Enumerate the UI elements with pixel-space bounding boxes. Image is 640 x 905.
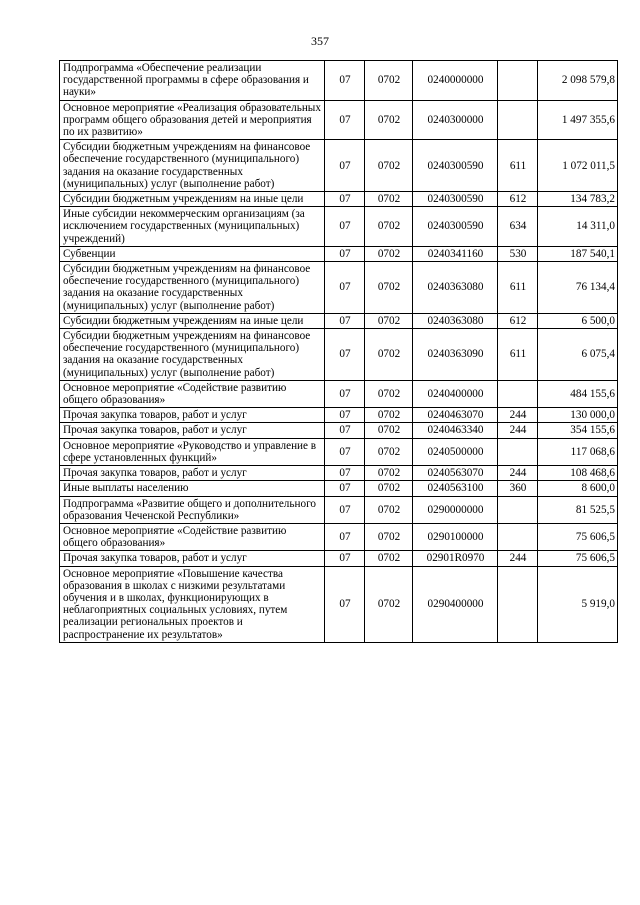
row-amount-cell: 75 606,5 xyxy=(538,523,618,550)
row-subsection-cell: 0702 xyxy=(365,496,413,523)
table-row xyxy=(60,523,618,550)
row-section-cell: 07 xyxy=(325,61,365,101)
row-name-cell: Подпрограмма «Развитие общего и дополнительного образования Чеченской Республики» xyxy=(60,496,325,523)
row-amount-cell: 108 468,6 xyxy=(538,466,618,481)
table-row xyxy=(60,423,618,438)
row-target-article-cell: 0240463070 xyxy=(413,408,498,423)
row-amount-cell: 484 155,6 xyxy=(538,380,618,407)
row-amount-cell: 6 500,0 xyxy=(538,313,618,328)
row-subsection-cell: 0702 xyxy=(365,551,413,566)
row-name-cell: Основное мероприятие «Повышение качества образования в школах с низкими результатами обучения и в школах, функционирующих в неблагоприятных социальных условиях, путем реализации региональных проектов и распространение их результатов» xyxy=(60,566,325,642)
row-name-cell: Субсидии бюджетным учреждениям на иные цели xyxy=(60,192,325,207)
row-expense-type-cell: 611 xyxy=(498,140,538,192)
table-row xyxy=(60,207,618,247)
row-subsection-cell: 0702 xyxy=(365,246,413,261)
row-name-cell: Иные субсидии некоммерческим организациям (за исключением государственных (муниципальных) учреждений) xyxy=(60,207,325,247)
row-target-article-cell: 0240300590 xyxy=(413,192,498,207)
row-expense-type-cell: 244 xyxy=(498,551,538,566)
row-target-article-cell: 0240341160 xyxy=(413,246,498,261)
row-subsection-cell: 0702 xyxy=(365,466,413,481)
row-expense-type-cell: 360 xyxy=(498,481,538,496)
row-section-cell: 07 xyxy=(325,423,365,438)
row-amount-cell: 76 134,4 xyxy=(538,262,618,314)
row-name-cell: Субвенции xyxy=(60,246,325,261)
row-amount-cell: 1 497 355,6 xyxy=(538,100,618,140)
row-amount-cell: 130 000,0 xyxy=(538,408,618,423)
table-row xyxy=(60,100,618,140)
row-name-cell: Основное мероприятие «Реализация образовательных программ общего образования детей и мероприятия по их развитию» xyxy=(60,100,325,140)
row-name-cell: Прочая закупка товаров, работ и услуг xyxy=(60,551,325,566)
row-amount-cell: 2 098 579,8 xyxy=(538,61,618,101)
row-subsection-cell: 0702 xyxy=(365,380,413,407)
table-row xyxy=(60,61,618,101)
row-section-cell: 07 xyxy=(325,140,365,192)
row-target-article-cell: 0240363090 xyxy=(413,329,498,381)
row-amount-cell: 81 525,5 xyxy=(538,496,618,523)
row-expense-type-cell: 612 xyxy=(498,192,538,207)
row-target-article-cell: 0240000000 xyxy=(413,61,498,101)
row-subsection-cell: 0702 xyxy=(365,408,413,423)
row-name-cell: Основное мероприятие «Содействие развитию общего образования» xyxy=(60,380,325,407)
row-amount-cell: 117 068,6 xyxy=(538,438,618,465)
table-row xyxy=(60,246,618,261)
row-section-cell: 07 xyxy=(325,246,365,261)
budget-table xyxy=(59,60,618,643)
row-section-cell: 07 xyxy=(325,329,365,381)
row-name-cell: Субсидии бюджетным учреждениям на финансовое обеспечение государственного (муниципального) задания на оказание государственных (муниципальных) услуг (выполнение работ) xyxy=(60,262,325,314)
row-expense-type-cell xyxy=(498,380,538,407)
row-section-cell: 07 xyxy=(325,313,365,328)
table-row xyxy=(60,438,618,465)
row-name-cell: Прочая закупка товаров, работ и услуг xyxy=(60,466,325,481)
row-name-cell: Прочая закупка товаров, работ и услуг xyxy=(60,423,325,438)
table-row xyxy=(60,313,618,328)
row-amount-cell: 8 600,0 xyxy=(538,481,618,496)
row-expense-type-cell: 634 xyxy=(498,207,538,247)
row-expense-type-cell xyxy=(498,566,538,642)
row-amount-cell: 354 155,6 xyxy=(538,423,618,438)
row-target-article-cell: 0290400000 xyxy=(413,566,498,642)
row-amount-cell: 187 540,1 xyxy=(538,246,618,261)
row-expense-type-cell xyxy=(498,438,538,465)
row-expense-type-cell xyxy=(498,523,538,550)
row-target-article-cell: 0240363080 xyxy=(413,262,498,314)
row-target-article-cell: 0290100000 xyxy=(413,523,498,550)
row-subsection-cell: 0702 xyxy=(365,566,413,642)
row-subsection-cell: 0702 xyxy=(365,100,413,140)
row-name-cell: Прочая закупка товаров, работ и услуг xyxy=(60,408,325,423)
row-expense-type-cell: 612 xyxy=(498,313,538,328)
row-target-article-cell: 0290000000 xyxy=(413,496,498,523)
row-subsection-cell: 0702 xyxy=(365,192,413,207)
row-target-article-cell: 0240363080 xyxy=(413,313,498,328)
row-name-cell: Основное мероприятие «Содействие развитию общего образования» xyxy=(60,523,325,550)
row-expense-type-cell: 244 xyxy=(498,423,538,438)
row-subsection-cell: 0702 xyxy=(365,207,413,247)
row-expense-type-cell: 611 xyxy=(498,329,538,381)
row-section-cell: 07 xyxy=(325,100,365,140)
row-name-cell: Основное мероприятие «Руководство и управление в сфере установленных функций» xyxy=(60,438,325,465)
row-expense-type-cell xyxy=(498,61,538,101)
table-row xyxy=(60,329,618,381)
table-row xyxy=(60,192,618,207)
row-expense-type-cell: 530 xyxy=(498,246,538,261)
row-section-cell: 07 xyxy=(325,496,365,523)
row-name-cell: Иные выплаты населению xyxy=(60,481,325,496)
row-name-cell: Подпрограмма «Обеспечение реализации государственной программы в сфере образования и науки» xyxy=(60,61,325,101)
row-section-cell: 07 xyxy=(325,466,365,481)
row-expense-type-cell xyxy=(498,100,538,140)
row-subsection-cell: 0702 xyxy=(365,423,413,438)
table-row xyxy=(60,380,618,407)
row-amount-cell: 75 606,5 xyxy=(538,551,618,566)
row-name-cell: Субсидии бюджетным учреждениям на финансовое обеспечение государственного (муниципального) задания на оказание государственных (муниципальных) услуг (выполнение работ) xyxy=(60,140,325,192)
row-expense-type-cell xyxy=(498,496,538,523)
row-amount-cell: 6 075,4 xyxy=(538,329,618,381)
row-section-cell: 07 xyxy=(325,481,365,496)
row-target-article-cell: 0240563070 xyxy=(413,466,498,481)
table-row xyxy=(60,466,618,481)
row-target-article-cell: 0240500000 xyxy=(413,438,498,465)
row-target-article-cell: 0240463340 xyxy=(413,423,498,438)
row-section-cell: 07 xyxy=(325,438,365,465)
row-amount-cell: 5 919,0 xyxy=(538,566,618,642)
budget-table-body xyxy=(60,61,618,643)
row-name-cell: Субсидии бюджетным учреждениям на финансовое обеспечение государственного (муниципального) задания на оказание государственных (муниципальных) услуг (выполнение работ) xyxy=(60,329,325,381)
row-subsection-cell: 0702 xyxy=(365,523,413,550)
table-row xyxy=(60,481,618,496)
row-amount-cell: 14 311,0 xyxy=(538,207,618,247)
row-name-cell: Субсидии бюджетным учреждениям на иные цели xyxy=(60,313,325,328)
row-subsection-cell: 0702 xyxy=(365,262,413,314)
row-target-article-cell: 0240563100 xyxy=(413,481,498,496)
row-target-article-cell: 02901R0970 xyxy=(413,551,498,566)
table-row xyxy=(60,551,618,566)
row-subsection-cell: 0702 xyxy=(365,140,413,192)
row-section-cell: 07 xyxy=(325,262,365,314)
row-section-cell: 07 xyxy=(325,523,365,550)
table-row xyxy=(60,140,618,192)
row-section-cell: 07 xyxy=(325,551,365,566)
row-target-article-cell: 0240400000 xyxy=(413,380,498,407)
row-expense-type-cell: 244 xyxy=(498,408,538,423)
row-section-cell: 07 xyxy=(325,207,365,247)
row-subsection-cell: 0702 xyxy=(365,313,413,328)
row-target-article-cell: 0240300590 xyxy=(413,140,498,192)
table-row xyxy=(60,566,618,642)
row-expense-type-cell: 244 xyxy=(498,466,538,481)
page-number: 357 xyxy=(311,34,329,48)
row-amount-cell: 1 072 011,5 xyxy=(538,140,618,192)
row-expense-type-cell: 611 xyxy=(498,262,538,314)
row-target-article-cell: 0240300000 xyxy=(413,100,498,140)
table-row xyxy=(60,408,618,423)
row-amount-cell: 134 783,2 xyxy=(538,192,618,207)
row-section-cell: 07 xyxy=(325,566,365,642)
row-section-cell: 07 xyxy=(325,408,365,423)
table-row xyxy=(60,496,618,523)
row-subsection-cell: 0702 xyxy=(365,481,413,496)
row-subsection-cell: 0702 xyxy=(365,61,413,101)
row-subsection-cell: 0702 xyxy=(365,438,413,465)
row-subsection-cell: 0702 xyxy=(365,329,413,381)
row-section-cell: 07 xyxy=(325,380,365,407)
table-row xyxy=(60,262,618,314)
row-target-article-cell: 0240300590 xyxy=(413,207,498,247)
row-section-cell: 07 xyxy=(325,192,365,207)
